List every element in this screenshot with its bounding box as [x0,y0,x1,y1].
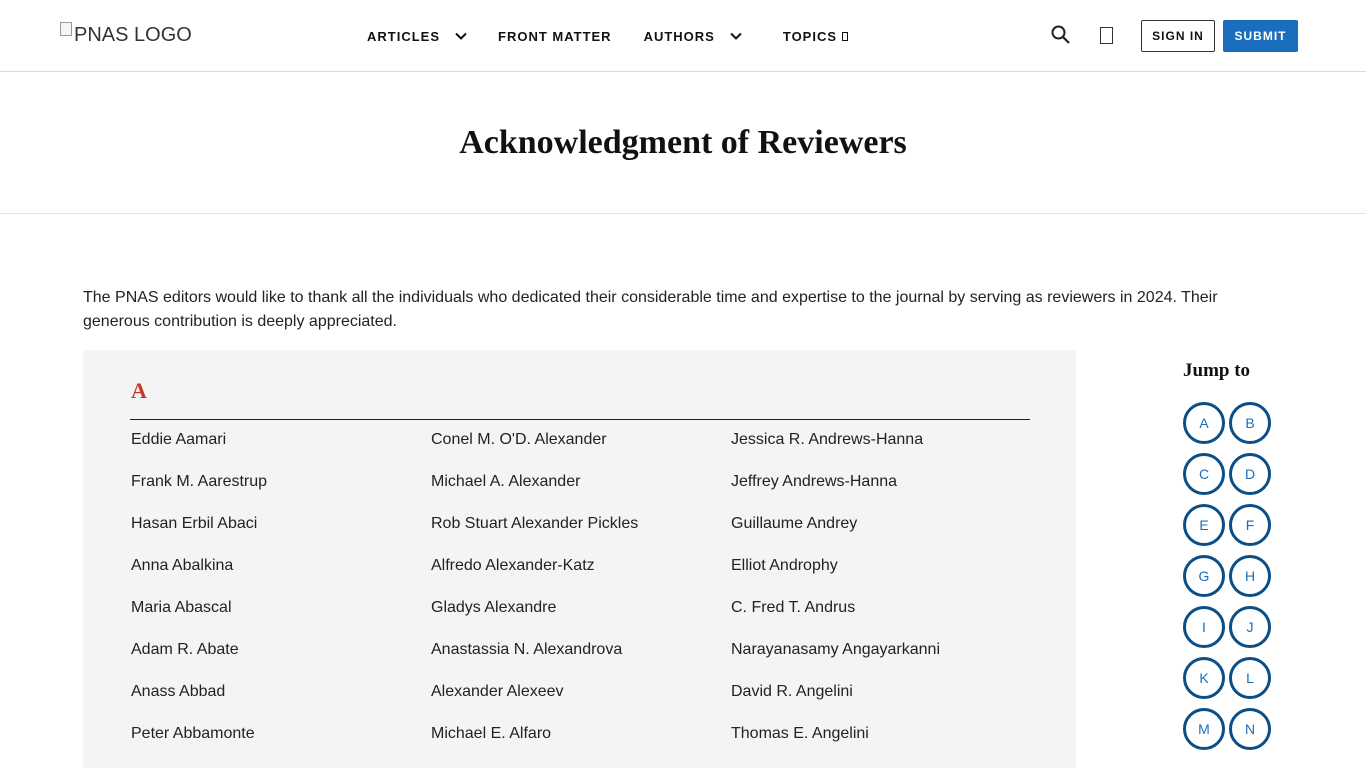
reviewer-name: Adam R. Abate [131,641,239,658]
reviewer-name: Peter Abbamonte [131,725,255,742]
reviewer-name: Alfredo Alexander-Katz [431,557,595,574]
jump-to-i[interactable]: I [1183,606,1225,648]
jump-to-d[interactable]: D [1229,453,1271,495]
nav-topics[interactable] [783,29,848,44]
jump-to-h[interactable]: H [1229,555,1271,597]
reviewer-name: Eddie Aamari [131,431,227,448]
page-title: Acknowledgment of Reviewers [459,124,907,161]
missing-glyph-icon [842,32,848,41]
reviewer-column-3 [731,430,1031,766]
reviewer-name: Anna Abalkina [131,557,234,574]
nav-authors[interactable] [644,29,743,44]
reviewer-name: Rob Stuart Alexander Pickles [431,515,639,532]
reviewer-name: David R. Angelini [731,683,853,700]
jump-to-grid [1183,402,1273,750]
reviewer-name: Conel M. O'D. Alexander [431,431,607,448]
title-band [0,72,1366,214]
jump-to-c[interactable]: C [1183,453,1225,495]
nav-authors-label: AUTHORS [643,28,715,44]
reviewer-name: Maria Abascal [131,599,232,616]
broken-image-icon [60,22,72,36]
reviewer-name: Guillaume Andrey [731,515,858,532]
jump-to-b[interactable]: B [1229,402,1271,444]
sign-in-button[interactable]: SIGN IN [1141,20,1215,52]
reviewer-column-1 [131,430,431,766]
reviewer-name: Thomas E. Angelini [731,725,869,742]
reviewer-name: Jessica R. Andrews-Hanna [731,431,924,448]
jump-to-f[interactable]: F [1229,504,1271,546]
reviewer-name: Anastassia N. Alexandrova [431,641,623,658]
reviewer-name: Anass Abbad [131,683,226,700]
search-icon[interactable] [1050,24,1072,46]
nav-articles-label: ARTICLES [367,28,440,44]
jump-to-n[interactable]: N [1229,708,1271,750]
submit-button[interactable]: SUBMIT [1223,20,1298,52]
jump-to-j[interactable]: J [1229,606,1271,648]
letter-heading: A [131,378,147,403]
reviewer-columns [131,430,1031,766]
nav-front-matter-label: FRONT MATTER [498,28,612,44]
chevron-down-icon [454,29,468,43]
logo-alt-text: PNAS LOGO [74,23,192,46]
reviewer-name: Narayanasamy Angayarkanni [731,641,941,658]
reviewer-name: Elliot Androphy [731,557,838,574]
nav-front-matter[interactable] [498,29,612,44]
reviewer-name: Hasan Erbil Abaci [131,515,258,532]
jump-to-l[interactable]: L [1229,657,1271,699]
jump-to-e[interactable]: E [1183,504,1225,546]
jump-to-a[interactable]: A [1183,402,1225,444]
reviewer-name: Frank M. Aarestrup [131,473,268,490]
reviewer-name: Gladys Alexandre [431,599,557,616]
reviewer-name: Michael A. Alexander [431,473,581,490]
reviewer-panel [83,350,1076,768]
chevron-down-icon [729,29,743,43]
nav-articles[interactable] [367,29,468,44]
bookmark-icon[interactable] [1100,27,1113,44]
divider [130,419,1030,420]
site-header [0,0,1366,72]
reviewer-name: Jeffrey Andrews-Hanna [731,473,898,490]
jump-to-k[interactable]: K [1183,657,1225,699]
nav-topics-label: TOPICS [782,28,838,44]
jump-to-m[interactable]: M [1183,708,1225,750]
jump-to-title: Jump to [1183,360,1251,381]
reviewer-name: Alexander Alexeev [431,683,564,700]
intro-paragraph: The PNAS editors would like to thank all the individuals who dedicated their considerable time and expertise to the journal by serving as reviewers in 2024. Their generous contribution is deeply appreciated. [83,289,1218,330]
main-nav [367,24,848,48]
reviewer-name: C. Fred T. Andrus [731,599,856,616]
reviewer-name: Michael E. Alfaro [431,725,552,742]
jump-to-g[interactable]: G [1183,555,1225,597]
reviewer-column-2 [431,430,731,766]
pnas-logo[interactable] [60,22,192,48]
